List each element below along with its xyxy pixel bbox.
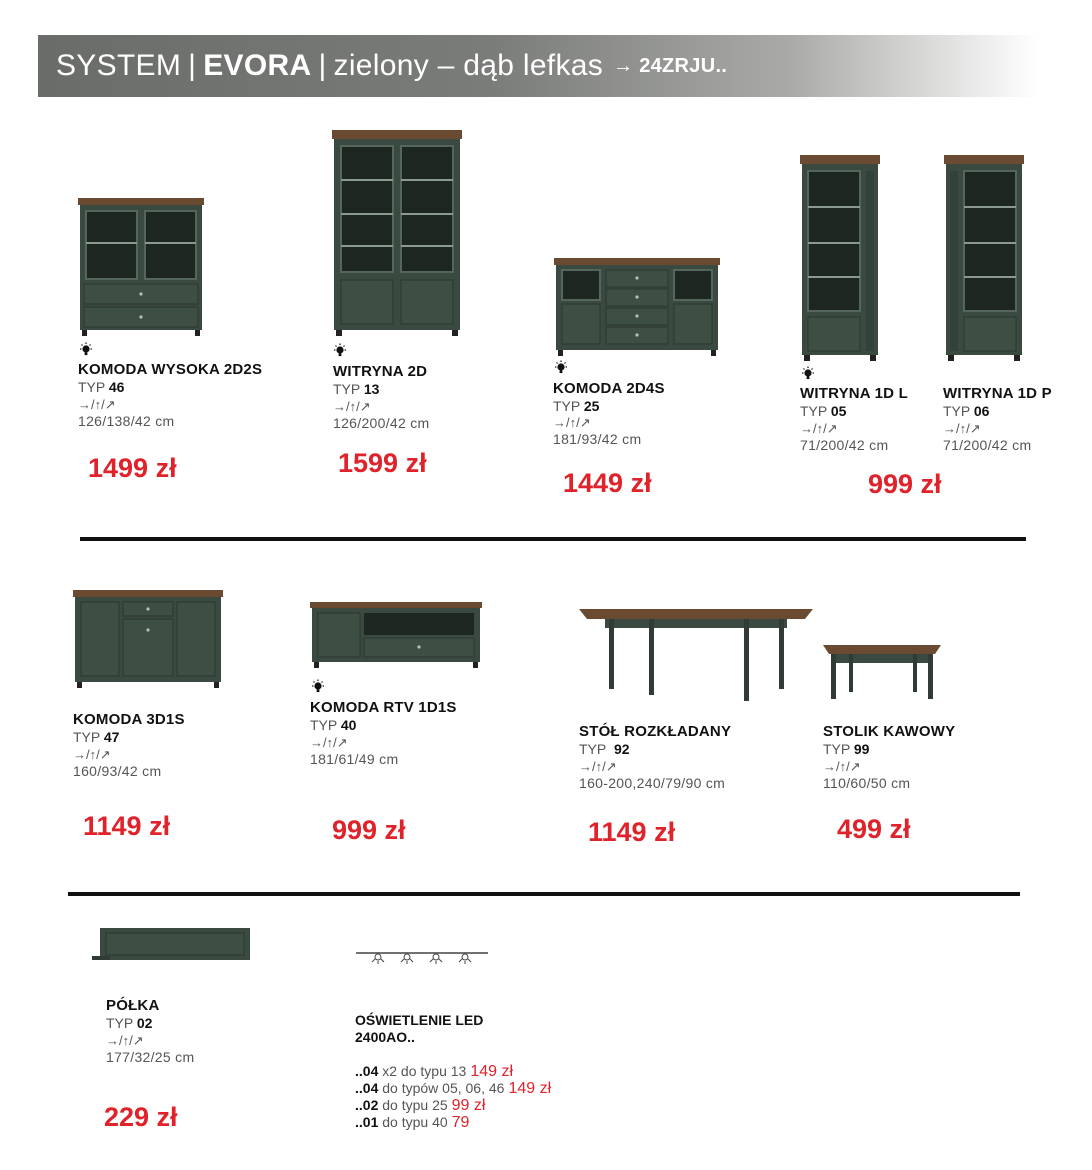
led-option: ..04 x2 do typu 13 149 zł: [355, 1063, 514, 1080]
product-dimension-arrows: →/↑/↗: [943, 421, 981, 436]
product-type: TYP 02: [106, 1015, 153, 1031]
komoda-wysoka-image: [78, 198, 204, 336]
product-dimensions: 181/61/49 cm: [310, 751, 399, 767]
witryna-2d-image: [332, 130, 462, 336]
led-option: ..01 do typu 40 79: [355, 1114, 470, 1131]
product-name: PÓŁKA: [106, 997, 160, 1014]
product-dimensions: 181/93/42 cm: [553, 431, 642, 447]
product-price: 1149 zł: [588, 817, 676, 847]
komoda-3d1s-image: [73, 590, 223, 688]
product-name: KOMODA 3D1S: [73, 711, 185, 728]
led-option: ..02 do typu 25 99 zł: [355, 1097, 486, 1114]
shared-price: 999 zł: [868, 469, 942, 499]
bulb-icon: [332, 343, 348, 359]
product-type: TYP 06: [943, 403, 990, 419]
product-type: TYP 25: [553, 398, 600, 414]
product-name: STOLIK KAWOWY: [823, 723, 956, 740]
product-type: TYP 99: [823, 741, 870, 757]
product-dimension-arrows: →/↑/↗: [333, 399, 371, 414]
header-separator: |: [318, 49, 327, 82]
product-dimensions: 177/32/25 cm: [106, 1049, 195, 1065]
bulb-icon: [310, 679, 326, 695]
product-price: 1599 zł: [338, 448, 427, 478]
header-banner: [38, 35, 1038, 97]
product-name: KOMODA RTV 1D1S: [310, 699, 457, 716]
product-type: TYP 13: [333, 381, 380, 397]
header-separator: |: [188, 49, 197, 82]
bulb-icon: [800, 366, 816, 382]
witryna-1d-l-image: [800, 155, 880, 361]
polka-image: [92, 928, 250, 962]
product-price: 1449 zł: [563, 468, 652, 498]
product-dimension-arrows: →/↑/↗: [579, 759, 617, 774]
product-dimensions: 71/200/42 cm: [943, 437, 1032, 453]
product-dimensions: 126/200/42 cm: [333, 415, 430, 431]
product-price: 1149 zł: [83, 811, 171, 841]
led-option: ..04 do typów 05, 06, 46 149 zł: [355, 1080, 552, 1097]
header-brand: EVORA: [203, 49, 312, 82]
witryna-1d-p-image: [944, 155, 1024, 361]
product-dimensions: 160/93/42 cm: [73, 763, 162, 779]
product-dimension-arrows: →/↑/↗: [73, 747, 111, 762]
product-price: 499 zł: [837, 814, 911, 844]
led-title-line2: 2400AO..: [355, 1029, 415, 1045]
product-name: STÓŁ ROZKŁADANY: [579, 723, 732, 740]
led-title: [355, 1012, 483, 1046]
product-name: KOMODA WYSOKA 2D2S: [78, 361, 263, 378]
header-code: → 24ZRJU..: [613, 54, 728, 77]
product-type: TYP 46: [78, 379, 125, 395]
product-name: KOMODA 2D4S: [553, 380, 665, 397]
section-divider: [80, 537, 1026, 541]
product-name: WITRYNA 1D L: [800, 385, 908, 402]
header-system: SYSTEM: [56, 49, 182, 82]
product-price: 999 zł: [332, 815, 406, 845]
led-strip-image: [356, 950, 488, 966]
product-dimension-arrows: →/↑/↗: [310, 735, 348, 750]
product-dimensions: 126/138/42 cm: [78, 413, 175, 429]
product-dimensions: 71/200/42 cm: [800, 437, 889, 453]
section-divider: [68, 892, 1020, 896]
product-price: 1499 zł: [88, 453, 177, 483]
product-dimension-arrows: →/↑/↗: [553, 415, 591, 430]
product-name: WITRYNA 2D: [333, 363, 428, 380]
stolik-kawowy-image: [823, 643, 941, 699]
product-type: TYP 92: [579, 741, 630, 757]
product-dimension-arrows: →/↑/↗: [823, 759, 861, 774]
product-dimension-arrows: →/↑/↗: [106, 1033, 144, 1048]
product-type: TYP 40: [310, 717, 357, 733]
komoda-rtv-image: [310, 602, 482, 668]
komoda-2d4s-image: [554, 258, 720, 356]
stol-rozkladany-image: [579, 605, 813, 701]
bulb-icon: [78, 342, 94, 358]
product-name: WITRYNA 1D P: [943, 385, 1052, 402]
product-dimensions: 160-200,240/79/90 cm: [579, 775, 726, 791]
product-type: TYP 47: [73, 729, 120, 745]
product-dimension-arrows: →/↑/↗: [78, 397, 116, 412]
led-title-line1: OŚWIETLENIE LED: [355, 1012, 484, 1028]
product-type: TYP 05: [800, 403, 847, 419]
header-variant: zielony – dąb lefkas: [333, 49, 604, 82]
bulb-icon: [553, 360, 569, 376]
product-price: 229 zł: [104, 1102, 178, 1132]
product-dimensions: 110/60/50 cm: [823, 775, 911, 791]
product-dimension-arrows: →/↑/↗: [800, 421, 838, 436]
